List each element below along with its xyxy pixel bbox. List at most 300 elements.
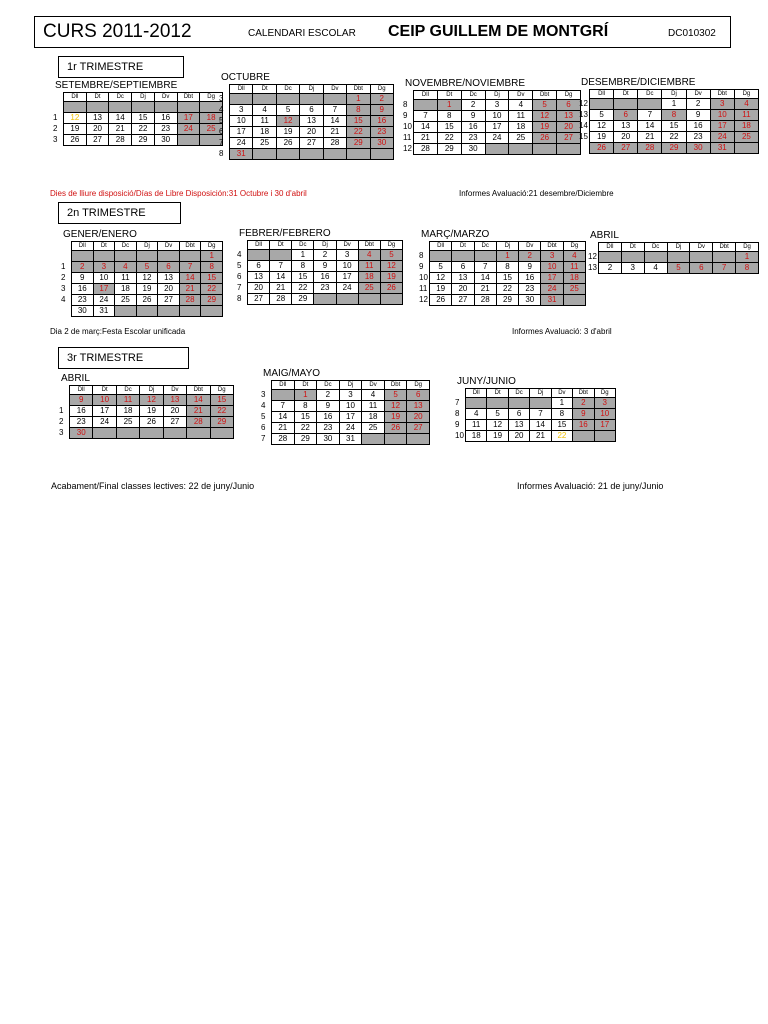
week-number: 8	[455, 409, 460, 418]
week-numbers	[579, 98, 588, 153]
day-cell	[177, 135, 200, 146]
day-cell: 25	[563, 284, 585, 295]
day-cell: 14	[474, 273, 496, 284]
day-cell	[347, 149, 370, 160]
day-cell: 23	[370, 127, 393, 138]
day-cell: 4	[358, 250, 380, 261]
week-row	[590, 99, 759, 110]
week-number: 6	[261, 423, 266, 432]
day-header: Dc	[508, 389, 529, 398]
day-cell: 12	[380, 261, 402, 272]
day-header: Dt	[93, 242, 115, 251]
day-cell: 11	[362, 401, 385, 412]
week-numbers	[403, 99, 412, 154]
day-cell: 28	[323, 138, 346, 149]
day-cell: 18	[509, 122, 533, 133]
day-cell: 8	[437, 111, 461, 122]
day-cell: 12	[136, 273, 158, 284]
day-cell: 30	[317, 434, 340, 445]
day-cell: 6	[557, 100, 581, 111]
month-title: OCTUBRE	[221, 72, 270, 83]
day-cell: 18	[563, 273, 585, 284]
day-cell: 25	[115, 295, 137, 306]
day-cell	[690, 252, 713, 263]
calendar-grid	[598, 242, 759, 274]
day-cell: 26	[380, 283, 402, 294]
day-cell: 29	[132, 135, 155, 146]
day-cell: 15	[210, 395, 233, 406]
week-numbers	[53, 101, 57, 145]
day-header: Dj	[339, 381, 362, 390]
day-cell: 6	[248, 261, 270, 272]
calendar-grid	[69, 385, 234, 439]
day-header: Dbt	[384, 381, 407, 390]
school-name: CEIP GUILLEM DE MONTGRÍ	[388, 23, 609, 40]
week-row	[72, 284, 223, 295]
day-cell: 8	[292, 261, 314, 272]
week-number: 4	[237, 250, 242, 259]
day-cell: 6	[508, 409, 529, 420]
day-cell	[407, 434, 430, 445]
month-4	[579, 77, 763, 152]
month-title: SETEMBRE/SEPTIEMBRE	[55, 80, 178, 91]
month-title: ABRIL	[590, 230, 619, 241]
day-cell: 1	[496, 251, 518, 262]
day-cell: 20	[614, 132, 638, 143]
week-numbers	[588, 251, 597, 273]
day-cell: 4	[362, 390, 385, 401]
day-cell	[599, 252, 622, 263]
day-cell: 31	[541, 295, 563, 306]
week-number: 11	[419, 284, 428, 293]
day-cell: 22	[347, 127, 370, 138]
month-title: DESEMBRE/DICIEMBRE	[581, 77, 696, 88]
day-cell: 13	[248, 272, 270, 283]
week-number: 12	[419, 295, 428, 304]
week-number: 7	[261, 434, 266, 443]
day-cell: 1	[292, 250, 314, 261]
day-cell: 17	[93, 406, 116, 417]
day-cell: 31	[339, 434, 362, 445]
day-cell: 30	[370, 138, 393, 149]
week-number	[59, 394, 63, 405]
day-header: Dc	[461, 91, 485, 100]
day-cell: 15	[496, 273, 518, 284]
day-cell: 7	[323, 105, 346, 116]
day-cell: 19	[590, 132, 614, 143]
day-cell: 12	[276, 116, 299, 127]
day-cell: 2	[461, 100, 485, 111]
day-cell: 9	[314, 261, 336, 272]
day-cell: 14	[530, 420, 551, 431]
day-cell: 21	[474, 284, 496, 295]
day-header: Dll	[590, 90, 614, 99]
day-header: Dj	[314, 241, 336, 250]
week-number: 3	[59, 428, 64, 437]
day-cell: 19	[64, 124, 87, 135]
month-9	[59, 373, 238, 437]
day-cell: 22	[132, 124, 155, 135]
day-header: Dbt	[187, 386, 210, 395]
day-cell: 29	[201, 295, 223, 306]
day-cell: 14	[270, 272, 292, 283]
day-cell: 7	[270, 261, 292, 272]
month-8	[588, 230, 763, 272]
week-number: 7	[237, 283, 242, 292]
day-header: Dbt	[347, 85, 370, 94]
month-title: MARÇ/MARZO	[421, 229, 490, 240]
day-cell: 4	[563, 251, 585, 262]
day-header: Dc	[644, 243, 667, 252]
week-number: 1	[59, 406, 64, 415]
day-cell: 5	[276, 105, 299, 116]
day-cell: 6	[690, 263, 713, 274]
day-cell: 5	[430, 262, 452, 273]
day-cell: 20	[86, 124, 109, 135]
day-header: Dv	[154, 93, 177, 102]
week-row	[590, 143, 759, 154]
day-cell	[132, 102, 155, 113]
day-cell: 14	[323, 116, 346, 127]
day-header: Dbt	[179, 242, 201, 251]
day-cell: 8	[496, 262, 518, 273]
month-title: ABRIL	[61, 373, 90, 384]
day-cell: 11	[115, 273, 137, 284]
day-cell: 30	[154, 135, 177, 146]
week-row	[230, 149, 394, 160]
day-cell: 8	[551, 409, 572, 420]
day-cell: 20	[300, 127, 323, 138]
day-cell: 19	[380, 272, 402, 283]
day-header: Dv	[686, 90, 710, 99]
day-cell: 19	[487, 431, 508, 442]
day-cell: 13	[163, 395, 186, 406]
day-cell: 11	[466, 420, 487, 431]
day-cell: 1	[736, 252, 759, 263]
day-cell: 17	[93, 284, 115, 295]
day-cell: 10	[541, 262, 563, 273]
week-row	[466, 398, 616, 409]
day-cell: 24	[541, 284, 563, 295]
day-cell: 6	[158, 262, 180, 273]
month-title: FEBRER/FEBRERO	[239, 228, 331, 239]
day-cell: 15	[551, 420, 572, 431]
day-cell: 21	[530, 431, 551, 442]
day-cell: 17	[336, 272, 358, 283]
day-cell: 4	[253, 105, 276, 116]
day-cell	[72, 251, 94, 262]
week-number: 4	[219, 105, 224, 114]
day-cell: 5	[533, 100, 557, 111]
day-cell: 21	[323, 127, 346, 138]
day-cell	[253, 94, 276, 105]
day-header: Dj	[485, 91, 509, 100]
day-cell: 22	[551, 431, 572, 442]
day-cell: 13	[452, 273, 474, 284]
day-header: Dg	[594, 389, 615, 398]
day-cell: 1	[201, 251, 223, 262]
day-cell: 21	[109, 124, 132, 135]
day-cell: 16	[317, 412, 340, 423]
day-cell: 19	[533, 122, 557, 133]
day-cell: 28	[272, 434, 295, 445]
day-header: Dg	[380, 241, 402, 250]
day-cell: 16	[461, 122, 485, 133]
week-numbers	[261, 389, 265, 444]
day-cell: 24	[485, 133, 509, 144]
day-cell	[323, 94, 346, 105]
day-header: Dj	[300, 85, 323, 94]
day-header: Dc	[638, 90, 662, 99]
day-header: Dt	[294, 381, 317, 390]
week-row	[230, 116, 394, 127]
month-7	[419, 229, 590, 304]
day-cell: 2	[370, 94, 393, 105]
day-cell	[300, 149, 323, 160]
week-number: 5	[219, 116, 224, 125]
day-cell: 19	[384, 412, 407, 423]
day-cell: 16	[314, 272, 336, 283]
day-cell: 29	[662, 143, 686, 154]
day-header: Dv	[551, 389, 572, 398]
day-cell: 10	[93, 273, 115, 284]
day-cell	[557, 144, 581, 155]
day-cell: 20	[248, 283, 270, 294]
month-2	[219, 72, 398, 158]
day-cell: 29	[347, 138, 370, 149]
day-cell	[323, 149, 346, 160]
day-cell	[109, 102, 132, 113]
day-cell: 25	[509, 133, 533, 144]
day-header: Dg	[557, 91, 581, 100]
week-number: 13	[579, 110, 588, 119]
day-cell	[300, 94, 323, 105]
day-cell: 20	[158, 284, 180, 295]
day-cell: 27	[163, 417, 186, 428]
day-cell: 25	[116, 417, 139, 428]
day-cell: 26	[64, 135, 87, 146]
week-row	[72, 273, 223, 284]
day-cell: 22	[201, 284, 223, 295]
day-header: Dbt	[358, 241, 380, 250]
week-number: 1	[61, 262, 66, 271]
day-cell: 13	[557, 111, 581, 122]
day-cell: 21	[179, 284, 201, 295]
month-5	[61, 229, 227, 315]
month-1	[53, 80, 227, 144]
evaluation-note-3: Informes Avaluació: 21 de juny/Junio	[517, 481, 664, 491]
day-cell	[474, 251, 496, 262]
day-cell: 26	[140, 417, 163, 428]
day-cell: 17	[541, 273, 563, 284]
day-cell	[177, 102, 200, 113]
day-cell	[116, 428, 139, 439]
calendar-grid	[429, 241, 586, 306]
day-cell: 3	[339, 390, 362, 401]
week-row	[466, 431, 616, 442]
course-year: CURS 2011-2012	[43, 21, 192, 42]
day-cell: 27	[248, 294, 270, 305]
day-cell: 15	[292, 272, 314, 283]
day-header: Dg	[736, 243, 759, 252]
month-3	[403, 78, 585, 153]
day-cell: 3	[594, 398, 615, 409]
day-cell: 7	[474, 262, 496, 273]
day-cell: 8	[736, 263, 759, 274]
day-cell: 22	[496, 284, 518, 295]
day-cell: 10	[339, 401, 362, 412]
day-cell: 23	[519, 284, 541, 295]
day-cell: 5	[667, 263, 690, 274]
day-cell: 11	[358, 261, 380, 272]
day-cell: 28	[187, 417, 210, 428]
day-header: Dll	[599, 243, 622, 252]
day-cell: 4	[644, 263, 667, 274]
evaluation-note-1: Informes Avaluació:21 desembre/Diciembre	[459, 189, 614, 198]
week-number: 8	[237, 294, 242, 303]
day-cell: 23	[317, 423, 340, 434]
day-cell: 23	[72, 295, 94, 306]
week-row	[230, 105, 394, 116]
day-cell: 5	[487, 409, 508, 420]
month-10	[261, 368, 434, 443]
week-row	[272, 434, 430, 445]
day-cell: 25	[734, 132, 758, 143]
day-cell: 15	[201, 273, 223, 284]
week-row	[70, 395, 234, 406]
week-row	[72, 262, 223, 273]
day-cell: 8	[347, 105, 370, 116]
day-cell	[93, 428, 116, 439]
day-cell: 11	[116, 395, 139, 406]
day-cell: 21	[272, 423, 295, 434]
day-header: Dt	[93, 386, 116, 395]
day-cell: 27	[86, 135, 109, 146]
day-cell: 24	[336, 283, 358, 294]
day-cell: 14	[179, 273, 201, 284]
day-cell: 10	[230, 116, 253, 127]
day-header: Dc	[317, 381, 340, 390]
day-cell: 7	[272, 401, 295, 412]
day-cell: 16	[72, 284, 94, 295]
day-cell: 27	[557, 133, 581, 144]
day-cell: 16	[370, 116, 393, 127]
day-cell: 26	[384, 423, 407, 434]
day-header: Dll	[430, 242, 452, 251]
week-row	[272, 390, 430, 401]
day-header: Dc	[115, 242, 137, 251]
day-header: Dll	[414, 91, 438, 100]
free-days-note: Dies de lliure disposició/Días de Libre Disposición:31 Octubre i 30 d'abril	[50, 189, 307, 198]
day-cell: 9	[370, 105, 393, 116]
day-header: Dt	[487, 389, 508, 398]
day-cell: 6	[407, 390, 430, 401]
day-cell: 12	[590, 121, 614, 132]
day-cell: 30	[461, 144, 485, 155]
day-header: Dv	[323, 85, 346, 94]
week-number: 5	[261, 412, 266, 421]
day-header: Dbt	[713, 243, 736, 252]
day-cell: 10	[485, 111, 509, 122]
day-cell: 25	[200, 124, 223, 135]
day-cell	[276, 94, 299, 105]
day-cell: 17	[485, 122, 509, 133]
day-cell: 2	[599, 263, 622, 274]
week-number: 9	[403, 111, 408, 120]
week-numbers	[61, 250, 65, 305]
week-number: 12	[403, 144, 412, 153]
week-number: 10	[455, 431, 464, 440]
day-cell	[594, 431, 615, 442]
day-cell: 21	[414, 133, 438, 144]
day-cell	[270, 250, 292, 261]
day-cell: 2	[519, 251, 541, 262]
day-cell: 23	[461, 133, 485, 144]
day-cell: 3	[93, 262, 115, 273]
day-cell: 3	[485, 100, 509, 111]
day-cell	[336, 294, 358, 305]
day-cell	[713, 252, 736, 263]
day-cell: 24	[93, 295, 115, 306]
trimester-1-label: 1r TRIMESTRE	[58, 56, 184, 78]
day-cell: 12	[487, 420, 508, 431]
day-cell: 2	[314, 250, 336, 261]
week-numbers	[59, 394, 63, 438]
week-number: 4	[61, 295, 66, 304]
day-cell: 19	[140, 406, 163, 417]
day-cell: 4	[466, 409, 487, 420]
day-cell: 24	[230, 138, 253, 149]
day-header: Dll	[248, 241, 270, 250]
day-cell	[380, 294, 402, 305]
day-cell: 12	[64, 113, 87, 124]
day-header: Dt	[86, 93, 109, 102]
day-cell: 22	[437, 133, 461, 144]
day-header: Dg	[201, 242, 223, 251]
day-cell	[485, 144, 509, 155]
day-cell: 5	[590, 110, 614, 121]
day-header: Dv	[158, 242, 180, 251]
day-cell: 28	[179, 295, 201, 306]
week-row	[248, 283, 403, 294]
week-number: 7	[219, 138, 224, 147]
day-header: Dbt	[541, 242, 563, 251]
week-numbers	[219, 93, 223, 159]
day-cell: 28	[270, 294, 292, 305]
day-cell	[487, 398, 508, 409]
week-row	[414, 133, 581, 144]
day-cell: 14	[272, 412, 295, 423]
day-cell: 25	[358, 283, 380, 294]
day-cell	[621, 252, 644, 263]
day-header: Dt	[621, 243, 644, 252]
day-cell: 21	[638, 132, 662, 143]
day-cell: 18	[362, 412, 385, 423]
week-row	[466, 420, 616, 431]
festa-note: Dia 2 de març:Festa Escolar unificada	[50, 327, 186, 336]
week-numbers	[237, 249, 241, 304]
day-cell: 9	[317, 401, 340, 412]
day-header: Dj	[530, 389, 551, 398]
day-cell: 18	[115, 284, 137, 295]
day-header: Dc	[276, 85, 299, 94]
day-cell: 29	[292, 294, 314, 305]
day-cell: 31	[710, 143, 734, 154]
day-cell: 14	[109, 113, 132, 124]
day-cell: 9	[686, 110, 710, 121]
day-cell	[466, 398, 487, 409]
week-row	[72, 295, 223, 306]
